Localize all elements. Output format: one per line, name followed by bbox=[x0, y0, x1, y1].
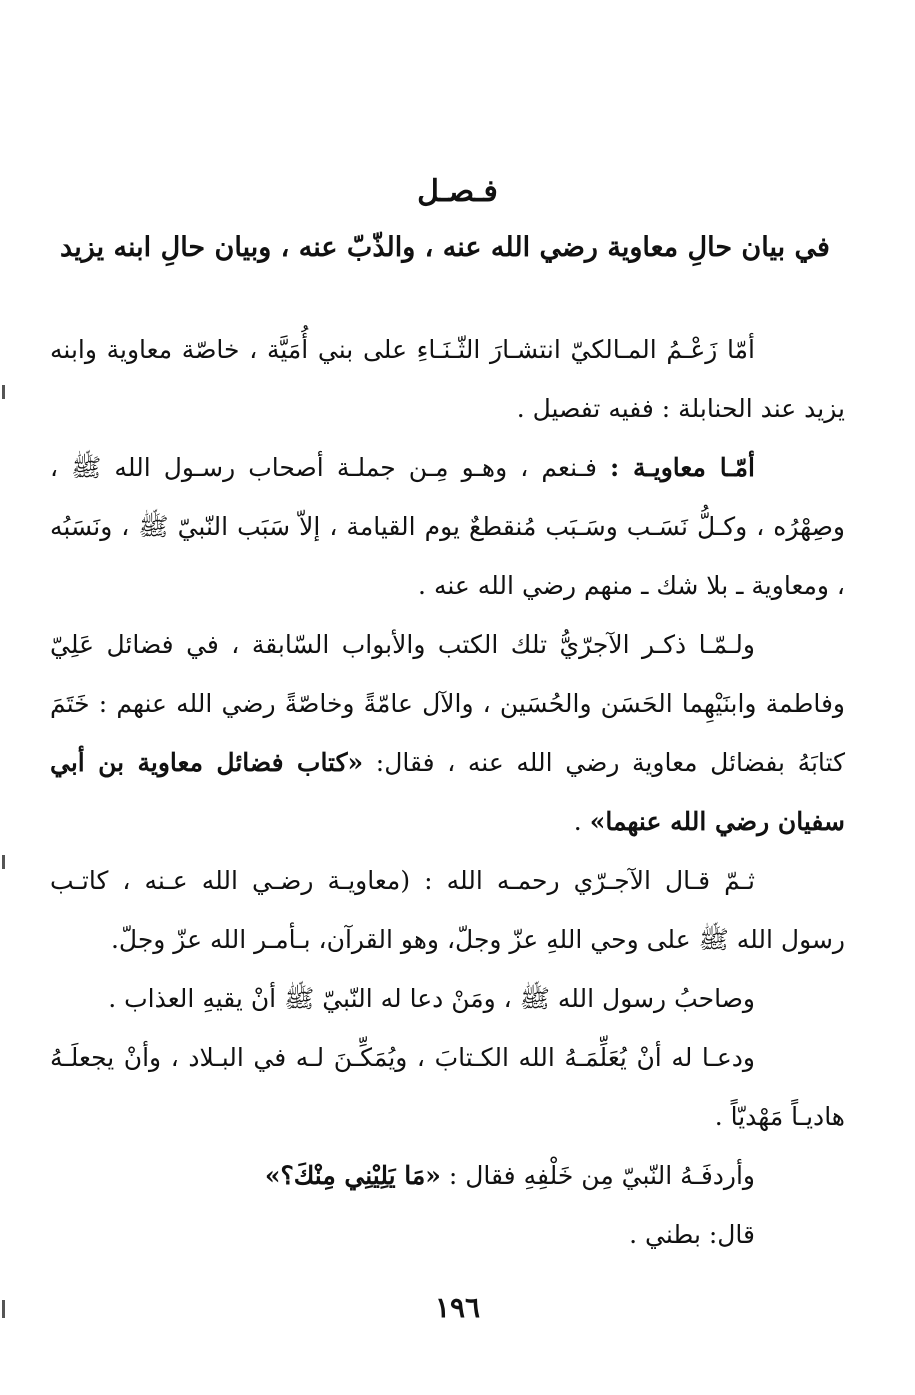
paragraph-4 bbox=[50, 851, 845, 969]
paragraph-6 bbox=[50, 1028, 845, 1146]
paragraph-5-text: وصاحبُ رسول الله ﷺ ، ومَنْ دعا له النّبيّ ﷺ أنْ يقيهِ العذاب . bbox=[108, 984, 755, 1013]
paragraph-8 bbox=[50, 1205, 845, 1264]
paragraph-1 bbox=[50, 320, 845, 438]
paragraph-3-text: ولـمّـا ذكـر الآجرّيُّ تلك الكتب والأبواب السّابقة ، في فضائل عَلِيّ وفاطمة وابنَيْهِما الحَسَن والحُسَين ، والآل عامّةً وخاصّةً رضي الله عنهم : خَتَمَ كتابَهُ بفضائل معاوية رضي الله عنه ، فقال: bbox=[50, 630, 845, 777]
page-number: ١٩٦ bbox=[434, 1291, 481, 1324]
paragraph-3-end: . bbox=[573, 807, 590, 836]
paragraph-2 bbox=[50, 438, 845, 615]
body-text bbox=[50, 320, 845, 1264]
paragraph-4-text: ثـمّ قـال الآجـرّي رحمـه الله : (معاويـة رضـي الله عـنه ، كاتـب رسول الله ﷺ على وحي اللهِ عزّ وجلّ، وهو القرآن، بـأمـر الله عزّ وجلّ. bbox=[50, 866, 845, 954]
section-heading: فـصـل bbox=[417, 174, 498, 209]
paragraph-1-text: أمّا زَعْـمُ المـالكيّ انتشـارَ الثّـنَـاءِ على بني أُمَيَّة ، خاصّة معاوية وابنه يزيد عند الحنابلة : ففيه تفصيل . bbox=[50, 335, 845, 423]
paragraph-7-text: وأردفَـهُ النّبيّ مِن خَلْفِهِ فقال : bbox=[440, 1161, 755, 1190]
paragraph-7-quote: «مَا يَلِيْنِي مِنْكَ؟» bbox=[264, 1161, 441, 1190]
scan-edge-mark bbox=[2, 385, 5, 399]
paragraph-8-text: قال: بطني . bbox=[629, 1220, 755, 1249]
paragraph-3-book-title: «كتاب فضائل معاوية بن أبي سفيان رضي الله عنهما» bbox=[50, 748, 845, 836]
paragraph-2-lead: أمّـا معاويـة : bbox=[609, 453, 755, 482]
paragraph-6-text: ودعـا له أنْ يُعَلِّمَـهُ الله الكـتابَ ، ويُمَكِّـنَ لـه في البـلاد ، وأنْ يجعلَـهُ هاديـاً مَهْديّاً . bbox=[50, 1043, 845, 1131]
paragraph-2-text: فـنعم ، وهـو مِـن جملـة أصحاب رسـول الله ﷺ ، وصِهْرُه ، وكـلُّ نَسَـب وسَـبَب مُنقطعٌ يوم القيامة ، إلاّ سَبَب النّبيّ ﷺ ، ونَسَبُه ، ومعاوية ـ بلا شك ـ منهم رضي الله عنه . bbox=[50, 453, 845, 600]
scan-edge-mark bbox=[2, 1300, 5, 1318]
paragraph-3 bbox=[50, 615, 845, 851]
paragraph-5 bbox=[50, 969, 845, 1028]
paragraph-7 bbox=[50, 1146, 845, 1205]
scan-edge-mark bbox=[2, 855, 5, 869]
section-subheading: في بيان حالِ معاوية رضي الله عنه ، والذّبّ عنه ، وبيان حالِ ابنه يزيد bbox=[60, 232, 830, 263]
